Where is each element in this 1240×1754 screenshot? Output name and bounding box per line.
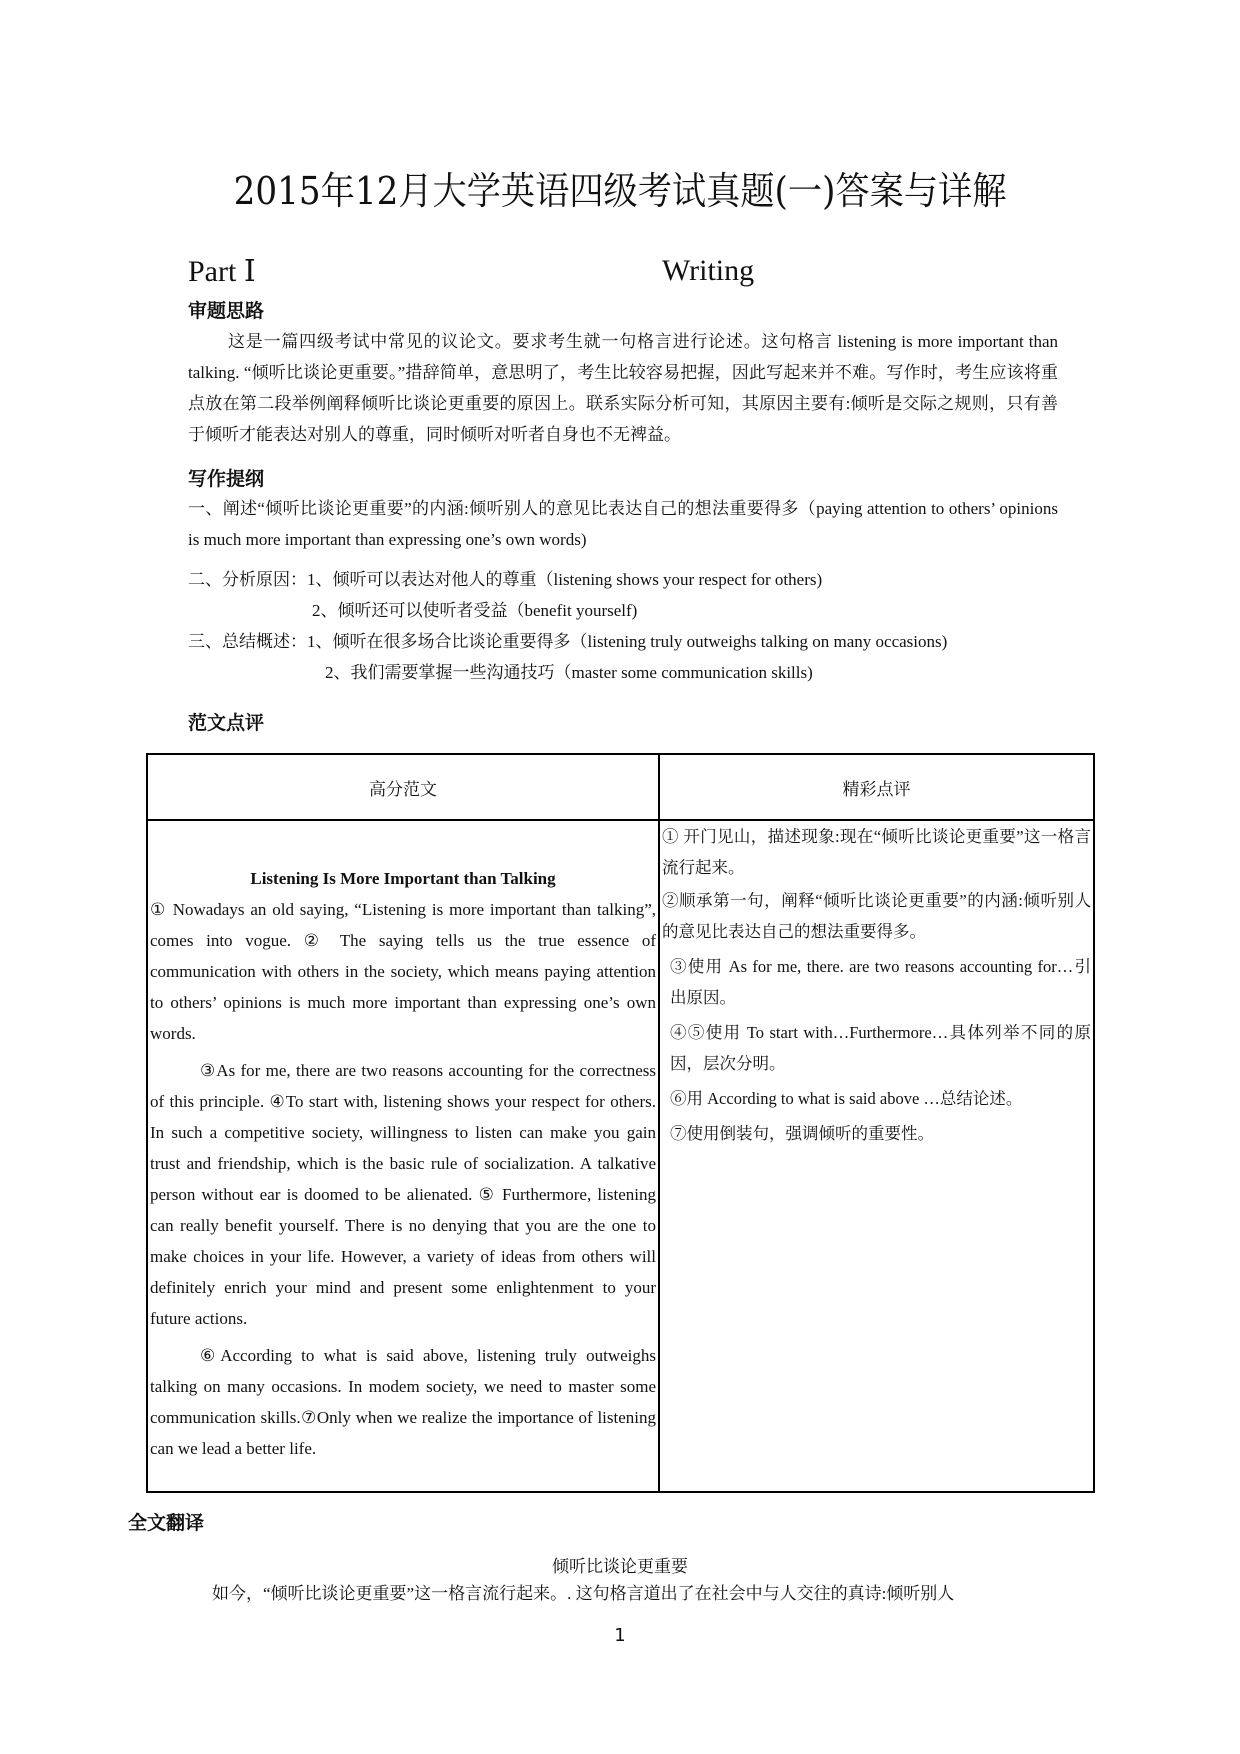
analysis-heading: 审题思路 [188, 300, 265, 322]
outline-item-2: 二、分析原因：1、倾听可以表达对他人的尊重（listening shows your respect for others) [188, 570, 823, 589]
comment-6: ⑦使用倒装句，强调倾听的重要性。 [670, 1124, 934, 1143]
translation-heading: 全文翻译 [128, 1512, 205, 1534]
review-heading: 范文点评 [188, 712, 265, 734]
essay-cell [147, 820, 659, 1492]
comments-cell [659, 820, 1094, 1492]
table-header-comments: 精彩点评 [659, 754, 1094, 820]
outline-item-2-sub: 2、倾听还可以使听者受益（benefit yourself) [312, 601, 638, 620]
comment-2: ②顺承第一句，阐释“倾听比谈论更重要”的内涵:倾听别人的意见比表达自己的想法重要得多。 [662, 891, 1091, 941]
analysis-text: 这是一篇四级考试中常见的议论文。要求考生就一句格言进行论述。这句格言 listening is more important than talking. “倾听比谈论更重要。”措辞简单，意思明了，考生比较容易把握，因此写起来并不难。写作时，考生应该将重点放在第二段举例阐释倾听比谈论更重要的原因上。联系实际分析可知，其原因主要有:倾听是交际之规则，只有善于倾听才能表达对别人的尊重，同时倾听对听者自身也不无裨益。 [188, 332, 1058, 444]
essay-paragraph-2: ③As for me, there are two reasons accounting for the correctness of this principle. ④To start with, listening shows your respect for others. In such a competitive society, willingness to listen can make you gain trust and friendship, which is the basic rule of socialization. A talkative person without ear is doomed to be alienated. ⑤ Furthermore, listening can really benefit yourself. There is no denying that you are the one to make choices in your life. However, a variety of ideas from others will definitely enrich your mind and present some enlightenment to your future actions. [150, 1061, 656, 1328]
essay-paragraph-1: ① Nowadays an old saying, “Listening is more important than talking”, comes into vogue. ② The saying tells us the true essence of communication with others in the society, which means paying attention to others’ opinions is much more important than expressing one’s own words. [150, 900, 656, 1043]
outline-item-3-sub: 2、我们需要掌握一些沟通技巧（master some communication skills) [325, 663, 813, 682]
translation-title: 倾听比谈论更重要 [552, 1557, 688, 1576]
translation-first-line: 如今，“倾听比谈论更重要”这一格言流行起来。. 这句格言道出了在社会中与人交往的真诗:倾听别人 [212, 1584, 955, 1603]
outline-heading: 写作提纲 [188, 468, 265, 490]
part-name: Writing [662, 254, 755, 287]
page-number: 1 [614, 1625, 626, 1646]
comment-1: ① 开门见山，描述现象:现在“倾听比谈论更重要”这一格言流行起来。 [662, 827, 1091, 877]
comment-4: ④⑤使用 To start with…Furthermore…具体列举不同的原因，层次分明。 [670, 1023, 1091, 1073]
part-label: Part Ⅰ [188, 255, 256, 288]
essay-title: Listening Is More Important than Talking [250, 869, 556, 888]
essay-paragraph-3: ⑥According to what is said above, listening truly outweighs talking on many occasions. In modem society, we need to master some communication skills.⑦Only when we realize the importance of listening can we lead a better life. [150, 1346, 656, 1458]
document-title: 2015年12月大学英语四级考试真题(一)答案与详解 [233, 169, 1007, 213]
essay-review-table [146, 753, 1095, 1493]
table-header-essay: 高分范文 [147, 754, 659, 820]
outline-item-3: 三、总结概述：1、倾听在很多场合比谈论重要得多（listening truly outweighs talking on many occasions) [188, 632, 948, 651]
comment-3: ③使用 As for me, there. are two reasons accounting for…引出原因。 [670, 957, 1091, 1007]
comment-5: ⑥用 According to what is said above …总结论述。 [670, 1089, 1023, 1108]
outline-item-1: 一、阐述“倾听比谈论更重要”的内涵:倾听别人的意见比表达自己的想法重要得多（paying attention to others’ opinions is much more important than expressing one’s own words) [188, 499, 1058, 549]
